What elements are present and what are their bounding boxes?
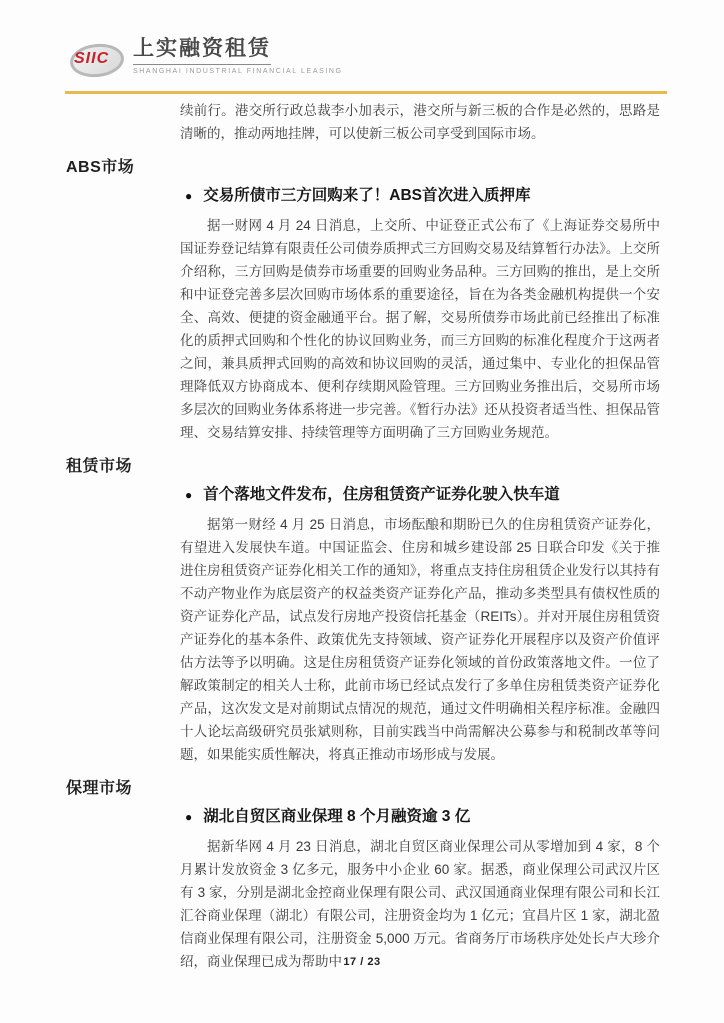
- news-paragraph: 据一财网 4 月 24 日消息，上交所、中证登正式公布了《上海证券交易所中国证券登记结算有限责任公司债券质押式三方回购交易及结算暂行办法》。上交所介绍称，三方回购是债券市场重要的回购业务品种。三方回购的推出，是上交所和中证登完善多层次回购市场体系的重要途径，旨在为各类金融机构提供一个安全、高效、便捷的资金融通平台。据了解，交易所债券市场此前已经推出了标准化的质押式回购和个性化的协议回购业务，而三方回购的标准化程度介于这两者之间，兼具质押式回购的高效和协议回购的灵活，通过集中、专业化的担保品管理降低双方协商成本、便利存续期风险管理。三方回购业务推出后，交易所市场多层次的回购业务体系将进一步完善。《暂行办法》还从投资者适当性、担保品管理、交易结算安排、持续管理等方面明确了三方回购业务规范。: [180, 218, 660, 440]
- document-content: [0, 99, 724, 973]
- bullet-icon: ●: [185, 189, 193, 203]
- news-headline: 首个落地文件发布，住房租赁资产证券化驶入快车道: [203, 486, 560, 503]
- news-item: [185, 805, 660, 829]
- news-paragraph: 据第一财经 4 月 25 日消息，市场酝酿和期盼已久的住房租赁资产证券化，有望进入发展快车道。中国证监会、住房和城乡建设部 25 日联合印发《关于推进住房租赁资产证券化相关工作的通知》，将重点支持住房租赁企业发行以其持有不动产物业作为底层资产的权益类资产证券化产品，推动多类型具有债权性质的资产证券化产品，试点发行房地产投资信托基金（REITs）。并对开展住房租赁资产证券化的基本条件、政策优先支持领域、资产证券化开展程序以及资产价值评估方法等予以明确。这是住房租赁资产证券化领域的首份政策落地文件。一位了解政策制定的相关人士称，此前市场已经试点发行了多单住房租赁类资产证券化产品，这次发文是对前期试点情况的规范，通过文件明确相关程序标准。金融四十人论坛高级研究员张斌则称，目前实践当中尚需解决公募参与和税制改革等问题，如果能实质性解决，将真正推动市场形成与发展。: [180, 517, 660, 762]
- section-heading: 租赁市场: [66, 458, 133, 475]
- intro-paragraph: 续前行。港交所行政总裁李小加表示，港交所与新三板的合作是必然的，思路是清晰的，推动两地挂牌，可以使新三板公司享受到国际市场。: [180, 103, 660, 141]
- bullet-icon: ●: [185, 488, 193, 502]
- section-abs: [0, 154, 724, 444]
- section-leasing: [0, 453, 724, 766]
- news-item: [185, 184, 660, 208]
- company-name-en: SHANGHAI INDUSTRIAL FINANCIAL LEASING: [133, 68, 343, 76]
- section-heading: 保理市场: [66, 780, 133, 797]
- header-logo: [68, 37, 343, 77]
- gold-divider: [65, 91, 667, 94]
- section-factoring: [0, 775, 724, 973]
- siic-globe-icon: [68, 41, 124, 77]
- logo-names: [133, 37, 343, 75]
- news-headline: 湖北自贸区商业保理 8 个月融资逾 3 亿: [203, 808, 471, 825]
- section-heading: ABS市场: [66, 159, 135, 176]
- page-number: 17 / 23: [343, 956, 381, 968]
- bullet-icon: ●: [185, 810, 193, 824]
- company-name-zh: 上实融资租赁: [133, 37, 271, 65]
- siic-logo-text: SIIC: [74, 50, 110, 67]
- news-item: [185, 483, 660, 507]
- news-headline: 交易所债市三方回购来了！ABS首次进入质押库: [203, 187, 531, 204]
- news-paragraph: 据新华网 4 月 23 日消息，湖北自贸区商业保理公司从零增加到 4 家，8 个月累计发放资金 3 亿多元，服务中小企业 60 家。据悉，商业保理公司武汉片区有 3 家，分别是湖北金控商业保理有限公司、武汉国通商业保理有限公司和长江汇谷商业保理（湖北）有限公司，注册资金均为 1 亿元；宜昌片区 1 家，湖北盈信商业保理有限公司，注册资金 5,000 万元。省商务厅市场秩序处处长卢大珍介绍，商业保理已成为帮助中: [180, 839, 660, 969]
